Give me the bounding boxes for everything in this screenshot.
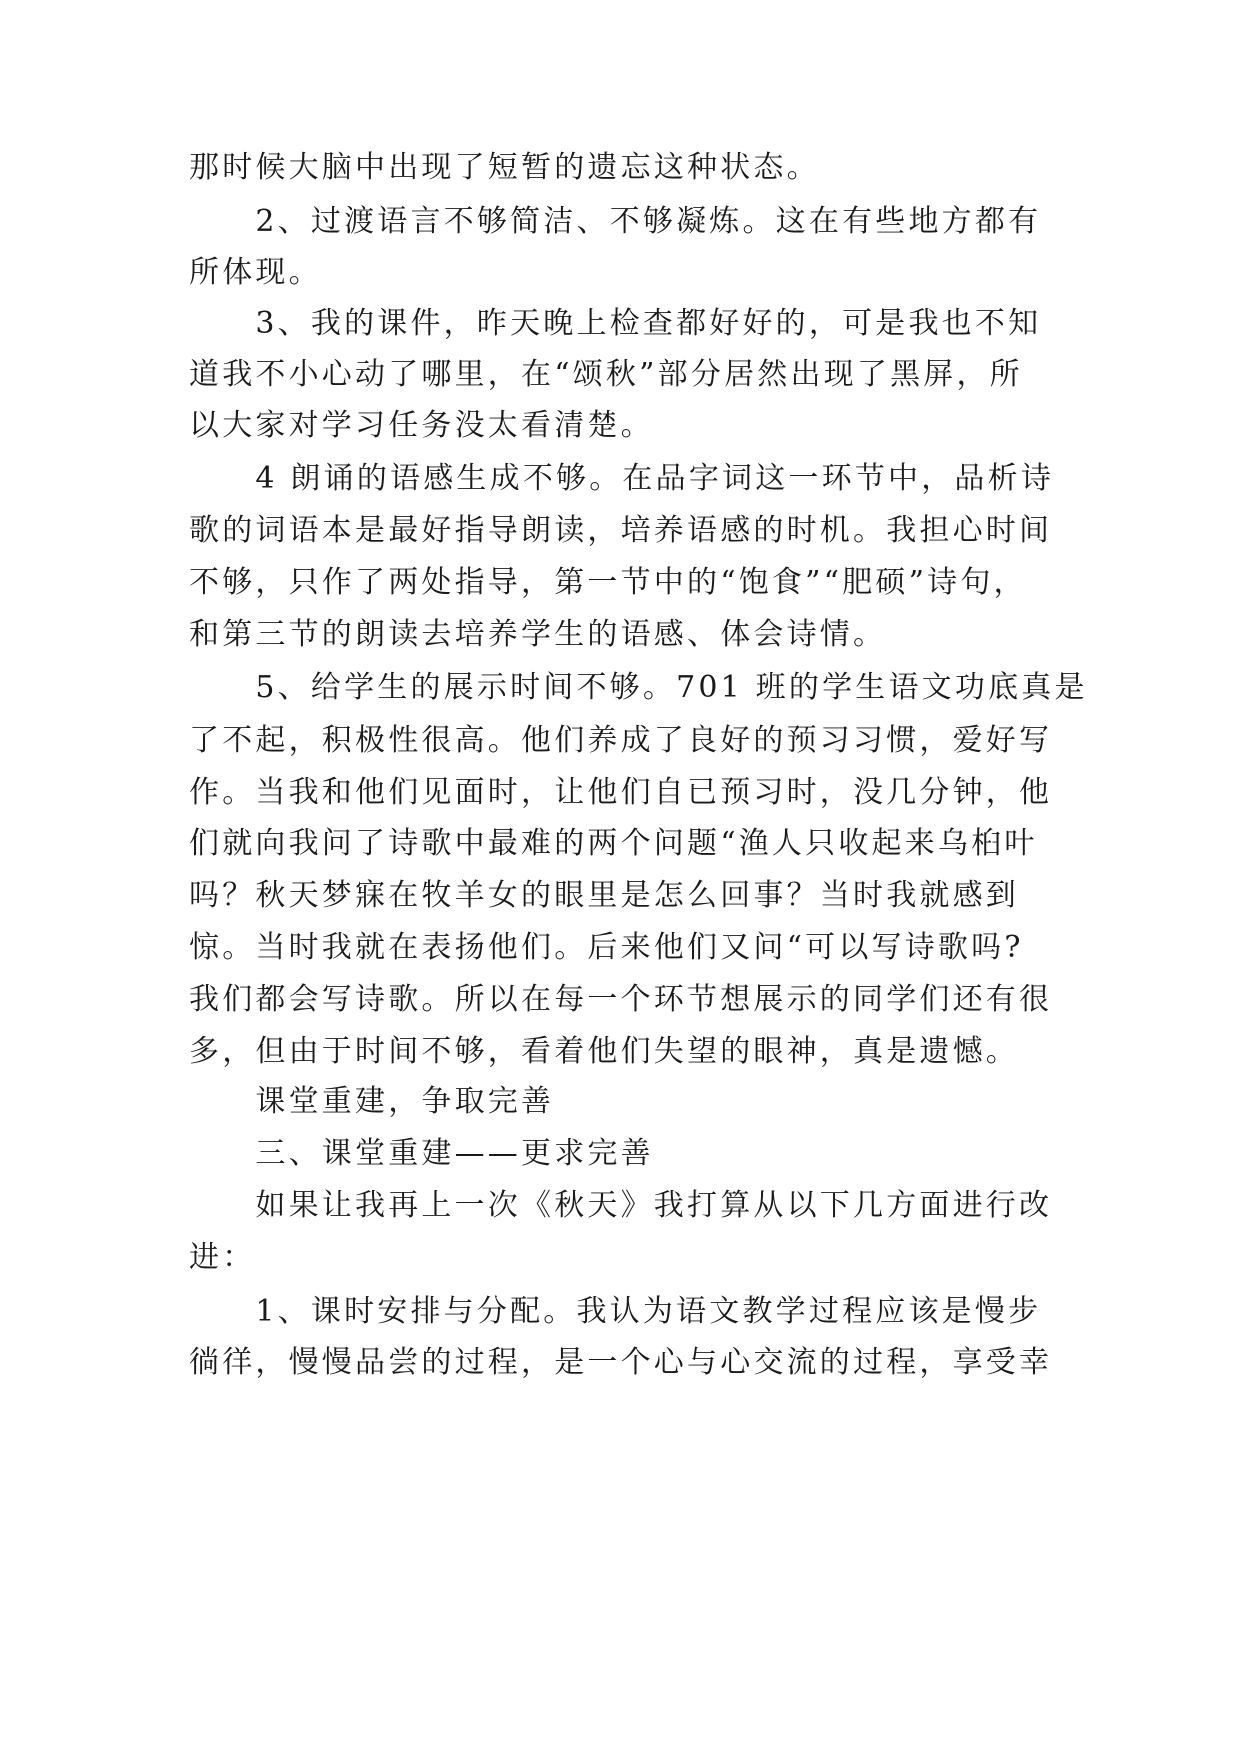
text-line: 徜徉，慢慢品尝的过程，是一个心与心交流的过程，享受幸 xyxy=(189,1345,1053,1380)
text-line: 惊。当时我就在表扬他们。后来他们又问“可以写诗歌吗? xyxy=(189,930,1024,965)
text-line: 和第三节的朗读去培养学生的语感、体会诗情。 xyxy=(189,617,887,652)
text-line: 5、给学生的展示时间不够。701 班的学生语文功底真是 xyxy=(189,670,1088,705)
text-line: 1、课时安排与分配。我认为语文教学过程应该是慢步 xyxy=(189,1294,1042,1329)
text-line: 进： xyxy=(189,1240,256,1275)
text-line: 吗？秋天梦寐在牧羊女的眼里是怎么回事？当时我就感到 xyxy=(189,878,1019,913)
text-line: 作。当我和他们见面时，让他们自已预习时，没几分钟，他 xyxy=(189,775,1053,810)
text-line: 3、我的课件，昨天晚上检查都好好的，可是我也不知 xyxy=(189,306,1042,341)
text-line: 三、课堂重建——更求完善 xyxy=(189,1136,654,1171)
text-line: 如果让我再上一次《秋天》我打算从以下几方面进行改 xyxy=(189,1188,1053,1223)
text-line: 歌的词语本是最好指导朗读，培养语感的时机。我担心时间 xyxy=(189,513,1053,548)
text-line: 道我不小心动了哪里，在“颂秋”部分居然出现了黑屏，所 xyxy=(189,357,1023,392)
text-line: 多，但由于时间不够，看着他们失望的眼神，真是遗憾。 xyxy=(189,1034,1019,1069)
text-line: 4 朗诵的语感生成不够。在品字词这一环节中，品析诗 xyxy=(189,461,1055,496)
text-line: 2、过渡语言不够简洁、不够凝炼。这在有些地方都有 xyxy=(189,204,1042,239)
text-line: 课堂重建，争取完善 xyxy=(189,1084,555,1119)
text-line: 那时候大脑中出现了短暂的遗忘这种状态。 xyxy=(189,150,820,185)
text-line: 不够，只作了两处指导，第一节中的“饱食”“肥硕”诗句， xyxy=(189,565,1027,600)
text-line: 以大家对学习任务没太看清楚。 xyxy=(189,408,654,443)
text-line: 我们都会写诗歌。所以在每一个环节想展示的同学们还有很 xyxy=(189,982,1053,1017)
text-line: 所体现。 xyxy=(189,255,322,290)
text-line: 了不起，积极性很高。他们养成了良好的预习习惯，爱好写 xyxy=(189,723,1053,758)
text-line: 们就向我问了诗歌中最难的两个问题“渔人只收起来乌桕叶 xyxy=(189,826,1038,861)
